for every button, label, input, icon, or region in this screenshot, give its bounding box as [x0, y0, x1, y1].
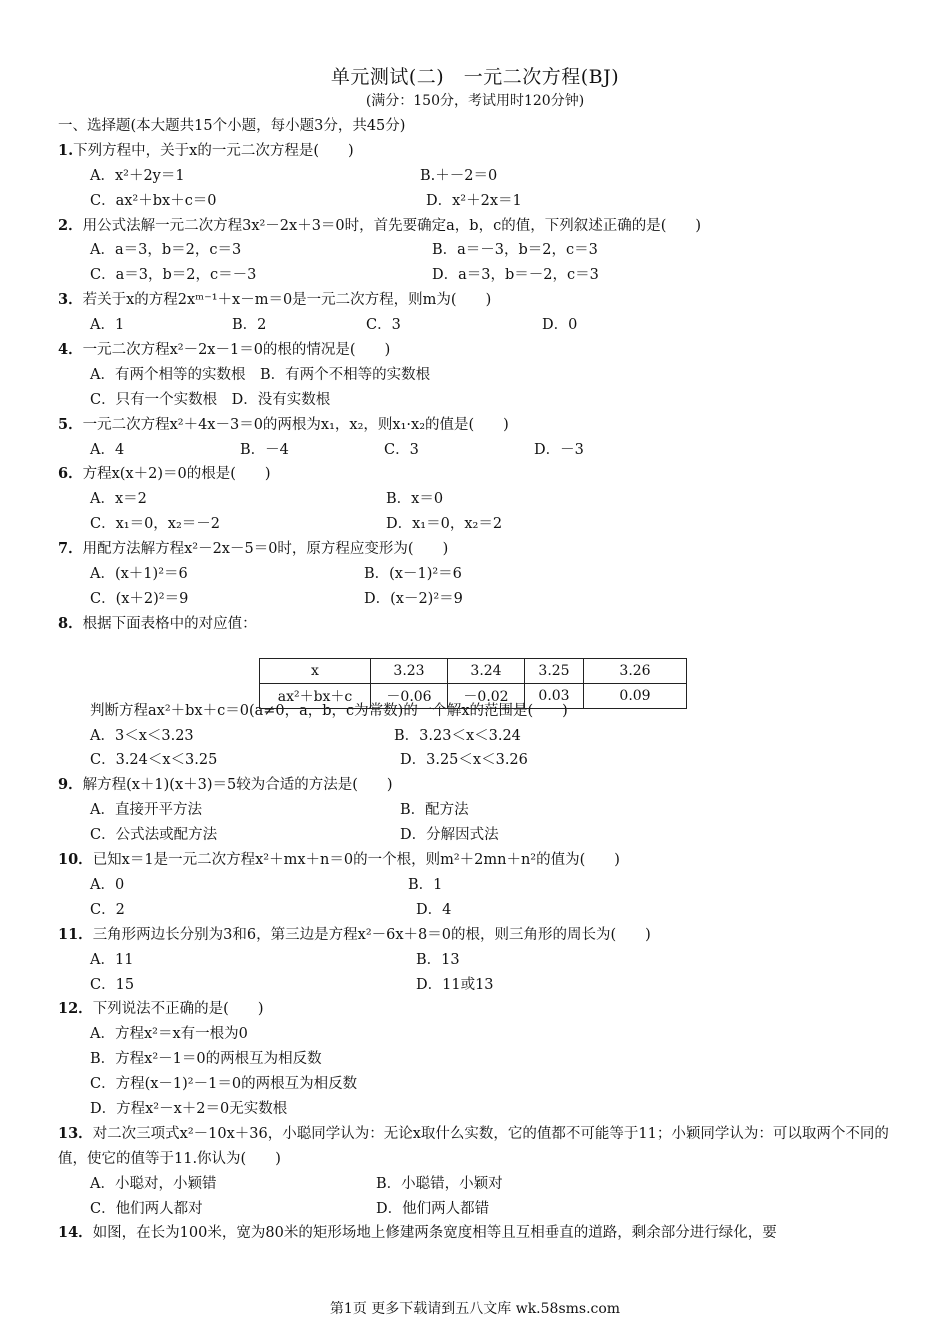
option-c: C．a＝3，b＝2，c＝－3 [90, 267, 257, 284]
options-row [58, 438, 898, 463]
question-3 [58, 288, 898, 313]
option-ab: A．有两个相等的实数根 B．有两个不相等的实数根 [90, 366, 431, 383]
question-1 [58, 139, 898, 164]
option-c: C．(x＋2)²＝9 [90, 590, 189, 607]
question-number: 3． [58, 291, 83, 309]
option-a: A．小聪对，小颖错 [90, 1175, 217, 1192]
options-row [58, 363, 898, 388]
question-8 [58, 612, 898, 637]
table-cell: 3.23 [371, 659, 448, 684]
question-stem: 一元二次方程x²＋4x－3＝0的两根为x₁，x₂，则x₁·x₂的值是( ) [82, 416, 509, 433]
option-a: A．3＜x＜3.23 [90, 727, 194, 744]
options-row [58, 263, 898, 288]
table-cell: 0.09 [584, 684, 687, 709]
option-b: B．2 [232, 317, 267, 334]
options-row [58, 587, 898, 612]
question-number: 14． [58, 1224, 93, 1242]
question-9 [58, 773, 898, 798]
table-cell: －0.06 [371, 684, 448, 709]
option-d: D．a＝3，b＝－2，c＝3 [432, 267, 599, 284]
question-stem: 对二次三项式x²－10x＋36，小聪同学认为：无论x取什么实数，它的值都不可能等于11；小颖同学认为：可以取两个不同的值，使它的值等于11.你认为( ) [58, 1125, 889, 1167]
question-number: 5． [58, 415, 83, 433]
option-d: D．x²＋2x＝1 [426, 192, 522, 209]
option-c: C．他们两人都对 [90, 1200, 203, 1217]
option-b: B．13 [416, 951, 460, 968]
option-c: C．2 [90, 901, 125, 918]
option-d: D．11或13 [416, 976, 494, 993]
question-number: 4． [58, 341, 83, 359]
question-5 [58, 413, 898, 438]
option-d: D．0 [542, 317, 578, 334]
question-number: 11． [58, 925, 93, 943]
option-a: A．11 [90, 951, 134, 968]
option-b: B．3.23＜x＜3.24 [394, 727, 521, 744]
option-d: D．他们两人都错 [376, 1200, 490, 1217]
question-number: 13． [58, 1124, 93, 1142]
option-a: A．1 [90, 317, 125, 334]
options-row [58, 562, 898, 587]
question-stem: 方程x(x＋2)＝0的根是( ) [82, 466, 271, 483]
question-number: 2． [58, 216, 83, 234]
question-stem: 根据下面表格中的对应值： [82, 615, 257, 632]
option-b: B．小聪错，小颖对 [376, 1175, 503, 1192]
option-b: B．a＝－3，b＝2，c＝3 [432, 242, 598, 259]
options-row [58, 313, 898, 338]
table-cell: 3.26 [584, 659, 687, 684]
options-row [58, 189, 898, 214]
options-row [58, 487, 898, 512]
option-b: B．方程x²－1＝0的两根互为相反数 [90, 1051, 322, 1068]
question-stem: 下列方程中，关于x的一元二次方程是( ) [73, 142, 354, 159]
option-d: D．分解因式法 [400, 827, 499, 844]
option-c: C．ax²＋bx＋c＝0 [90, 192, 217, 209]
table-row [260, 684, 687, 709]
options-row [58, 748, 898, 773]
options-row [58, 238, 898, 263]
option-d: D．(x－2)²＝9 [364, 590, 463, 607]
option-c: C．方程(x－1)²－1＝0的两根互为相反数 [90, 1076, 358, 1093]
option-a: A．x²＋2y＝1 [90, 167, 185, 184]
question-stem: 用配方法解方程x²－2x－5＝0时，原方程应变形为( ) [82, 541, 449, 558]
table-cell: 0.03 [525, 684, 584, 709]
exam-info: (满分：150分，考试用时120分钟) [365, 93, 585, 109]
options-row [58, 1197, 898, 1222]
question-number: 7． [58, 540, 83, 558]
options-row [58, 164, 898, 189]
option-d: D．x₁＝0，x₂＝2 [386, 516, 503, 533]
question-6 [58, 462, 898, 487]
option-a: A．x＝2 [90, 491, 147, 508]
table-cell: 3.25 [525, 659, 584, 684]
option-d: D．4 [416, 901, 452, 918]
table-cell: ax²＋bx＋c [260, 684, 371, 709]
options-row [58, 724, 898, 749]
options-row [58, 1172, 898, 1197]
table-cell: x [260, 659, 371, 684]
question-2 [58, 214, 898, 239]
question-number: 1. [58, 141, 74, 159]
option-cd: C．只有一个实数根 D．没有实数根 [90, 391, 331, 408]
option-a: A．(x＋1)²＝6 [90, 566, 188, 583]
option-c: C．3 [366, 317, 401, 334]
table-cell: －0.02 [448, 684, 525, 709]
question-4 [58, 338, 898, 363]
option-a: A．直接开平方法 [90, 802, 202, 819]
options-row [58, 798, 898, 823]
table-cell: 3.24 [448, 659, 525, 684]
option-d: D．－3 [534, 441, 584, 458]
option-c: C．3 [384, 441, 419, 458]
question-stem: 用公式法解一元二次方程3x²－2x＋3＝0时，首先要确定a，b，c的值，下列叙述正确的是( ) [82, 217, 702, 234]
question-number: 6． [58, 465, 83, 483]
option-b: B．(x－1)²＝6 [364, 566, 462, 583]
option-b: B．－4 [240, 441, 289, 458]
option-b: B.＋－2＝0 [420, 167, 498, 184]
options-row [58, 823, 898, 848]
question-11 [58, 923, 898, 948]
options-row [58, 873, 898, 898]
option-c: C．x₁＝0，x₂＝－2 [90, 516, 221, 533]
options-row [58, 948, 898, 973]
option-c: C．公式法或配方法 [90, 827, 218, 844]
option-d: D．3.25＜x＜3.26 [400, 752, 528, 769]
question-7 [58, 537, 898, 562]
question-stem: 若关于x的方程2xᵐ⁻¹＋x－m＝0是一元二次方程，则m为( ) [82, 292, 492, 309]
options-row [58, 973, 898, 998]
question-number: 9． [58, 776, 83, 794]
question-number: 12． [58, 1000, 93, 1018]
options-row [58, 388, 898, 413]
option-c: C．15 [90, 976, 135, 993]
option-a: A．4 [90, 441, 125, 458]
section-heading: 一、选择题(本大题共15个小题，每小题3分，共45分) [58, 118, 406, 134]
option-a: A．0 [90, 876, 125, 893]
question-stem: 解方程(x＋1)(x＋3)＝5较为合适的方法是( ) [82, 777, 393, 794]
question-8-follow: 判断方程ax²＋bx＋c＝0(a≠0，a，b，c为常数)的一个解x的范围是( ) [90, 702, 568, 719]
question-10 [58, 848, 898, 873]
option-b: B．1 [408, 876, 443, 893]
question-stem: 一元二次方程x²－2x－1＝0的根的情况是( ) [82, 342, 391, 359]
options-row [58, 512, 898, 537]
option-d: D．方程x²－x＋2＝0无实数根 [90, 1100, 288, 1117]
page-footer: 第1页 更多下载请到五八文库 wk.58sms.com [329, 1301, 621, 1317]
question-stem: 如图，在长为100米，宽为80米的矩形场地上修建两条宽度相等且互相垂直的道路，剩余部分进行绿化，要 [92, 1225, 777, 1242]
option-c: C．3.24＜x＜3.25 [90, 752, 218, 769]
option-b: B．配方法 [400, 802, 469, 819]
value-table [259, 658, 687, 709]
question-stem: 三角形两边长分别为3和6，第三边是方程x²－6x＋8＝0的根，则三角形的周长为( ) [92, 926, 651, 943]
question-13 [58, 1122, 898, 1172]
option-a: A．a＝3，b＝2，c＝3 [90, 242, 242, 259]
question-14 [58, 1221, 898, 1246]
question-12 [58, 997, 898, 1022]
option-b: B．x＝0 [386, 491, 444, 508]
question-number: 8． [58, 614, 83, 632]
options-row [58, 898, 898, 923]
table-row [260, 659, 687, 684]
question-number: 10． [58, 851, 93, 869]
option-a: A．方程x²＝x有一根为0 [90, 1026, 248, 1043]
question-stem: 已知x＝1是一元二次方程x²＋mx＋n＝0的一个根，则m²＋2mn＋n²的值为( ) [92, 852, 620, 869]
page-title: 单元测试(二) 一元二次方程(BJ) [330, 66, 620, 88]
question-stem: 下列说法不正确的是( ) [92, 1001, 264, 1018]
